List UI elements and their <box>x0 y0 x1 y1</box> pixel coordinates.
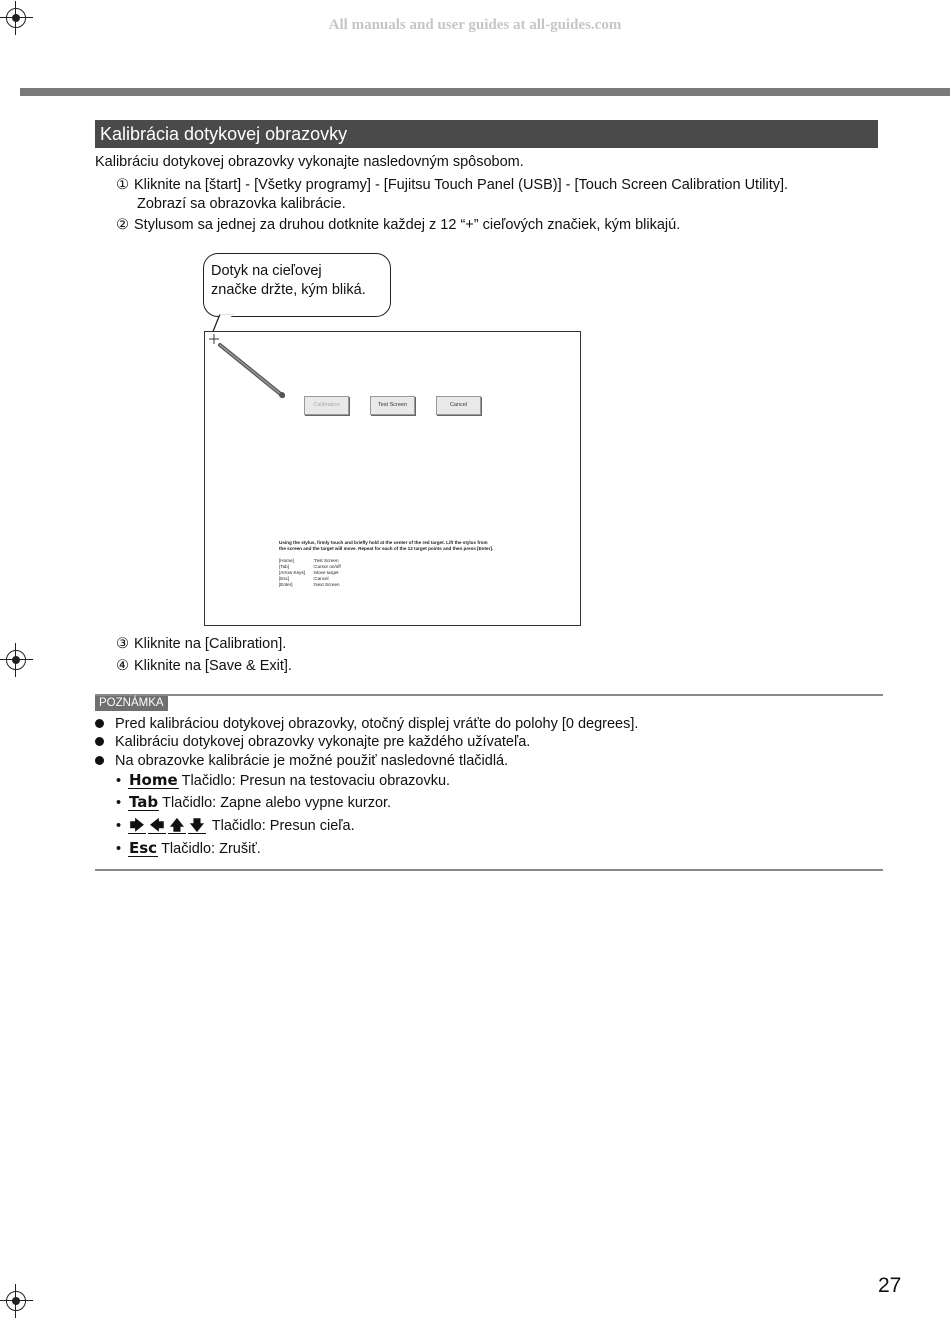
registration-mark-bottom-left <box>6 1291 26 1311</box>
step-1 <box>116 176 788 194</box>
tab-key-icon: Tab <box>129 793 159 811</box>
step-4 <box>116 657 292 675</box>
home-key-icon: Home <box>129 771 178 789</box>
right-arrow-key-icon: 🡆 <box>129 817 145 833</box>
small-bullet-icon: • <box>116 773 122 789</box>
key-action: :Move target <box>313 570 339 575</box>
step-number: ④ <box>116 658 129 674</box>
bullet-icon <box>95 719 104 728</box>
note-subitem: • 🡆 🡄 🡅 🡇 Tlačidlo: Presun cieľa. <box>116 817 355 834</box>
watermark: All manuals and user guides at all-guides.com <box>328 17 622 33</box>
page-number: 27 <box>878 1274 902 1297</box>
calibration-button[interactable]: Calibration <box>304 396 349 415</box>
key-action: :Next Screen <box>313 582 340 587</box>
instruction-line-1: Using the stylus, firmly touch and briefly hold at the center of the red target. Lift the stylus from <box>279 540 488 545</box>
stylus-and-target-icon <box>205 332 295 407</box>
step-number: ② <box>116 217 129 233</box>
note-rule-top <box>95 694 883 696</box>
test-screen-button[interactable]: Test Screen <box>370 396 415 415</box>
intro-text: Kalibráciu dotykovej obrazovky vykonajte nasledovným spôsobom. <box>95 154 524 170</box>
calibration-screen-illustration <box>204 331 581 626</box>
step-1-line2: Zobrazí sa obrazovka kalibrácie. <box>137 196 346 212</box>
step-number: ① <box>116 177 129 193</box>
instruction-line-2: the screen and the target will move. Repeat for each of the 12 target points and then press [Enter]. <box>279 546 494 551</box>
note-subitem: • Tab Tlačidlo: Zapne alebo vypne kurzor. <box>116 793 392 811</box>
step-text: Stylusom sa jednej za druhou dotknite každej z 12 “+” cieľových značiek, kým blikajú. <box>134 217 681 233</box>
key-name: [Arrow Keys] <box>279 570 306 575</box>
note-item: Na obrazovke kalibrácie je možné použiť nasledovné tlačidlá. <box>95 752 508 770</box>
down-arrow-key-icon: 🡇 <box>189 817 205 833</box>
section-title: Kalibrácia dotykovej obrazovky <box>95 120 878 148</box>
left-arrow-key-icon: 🡄 <box>149 817 165 833</box>
note-subitem: • Esc Tlačidlo: Zrušiť. <box>116 839 261 857</box>
key-name: [Home] <box>279 558 294 563</box>
step-text: Kliknite na [Calibration]. <box>134 636 287 652</box>
esc-key-icon: Esc <box>129 839 158 857</box>
note-subitem: • Home Tlačidlo: Presun na testovaciu obrazovku. <box>116 771 451 789</box>
up-arrow-key-icon: 🡅 <box>169 817 185 833</box>
note-label: POZNÁMKA <box>95 696 168 711</box>
small-bullet-icon: • <box>116 818 122 834</box>
step-text: Kliknite na [štart] - [Všetky programy] - [Fujitsu Touch Panel (USB)] - [Touch Screen Calibration Utility]. <box>134 177 789 193</box>
note-item: Pred kalibráciou dotykovej obrazovky, otočný displej vráťte do polohy [0 degrees]. <box>95 715 638 733</box>
small-bullet-icon: • <box>116 795 122 811</box>
key-action: :Cancel <box>313 576 329 581</box>
key-name: [Enter] <box>279 582 293 587</box>
bullet-icon <box>95 756 104 765</box>
callout-line-2: značke držte, kým bliká. <box>211 282 366 298</box>
registration-mark-mid-left <box>6 650 26 670</box>
small-bullet-icon: • <box>116 841 122 857</box>
step-text: Kliknite na [Save & Exit]. <box>134 658 292 674</box>
key-action: :Test Screen <box>313 558 339 563</box>
step-2 <box>116 216 680 234</box>
callout-text <box>211 262 366 300</box>
note-rule-bottom <box>95 869 883 871</box>
note-item: Kalibráciu dotykovej obrazovky vykonajte pre každého užívateľa. <box>95 733 530 751</box>
key-action: :Cursor on/off <box>313 564 341 569</box>
step-3 <box>116 635 286 653</box>
bullet-icon <box>95 737 104 746</box>
header-bar <box>20 88 950 96</box>
cancel-button[interactable]: Cancel <box>436 396 481 415</box>
callout-line-1: Dotyk na cieľovej <box>211 263 322 279</box>
key-name: [Esc] <box>279 576 290 581</box>
step-number: ③ <box>116 636 129 652</box>
key-name: [Tab] <box>279 564 289 569</box>
